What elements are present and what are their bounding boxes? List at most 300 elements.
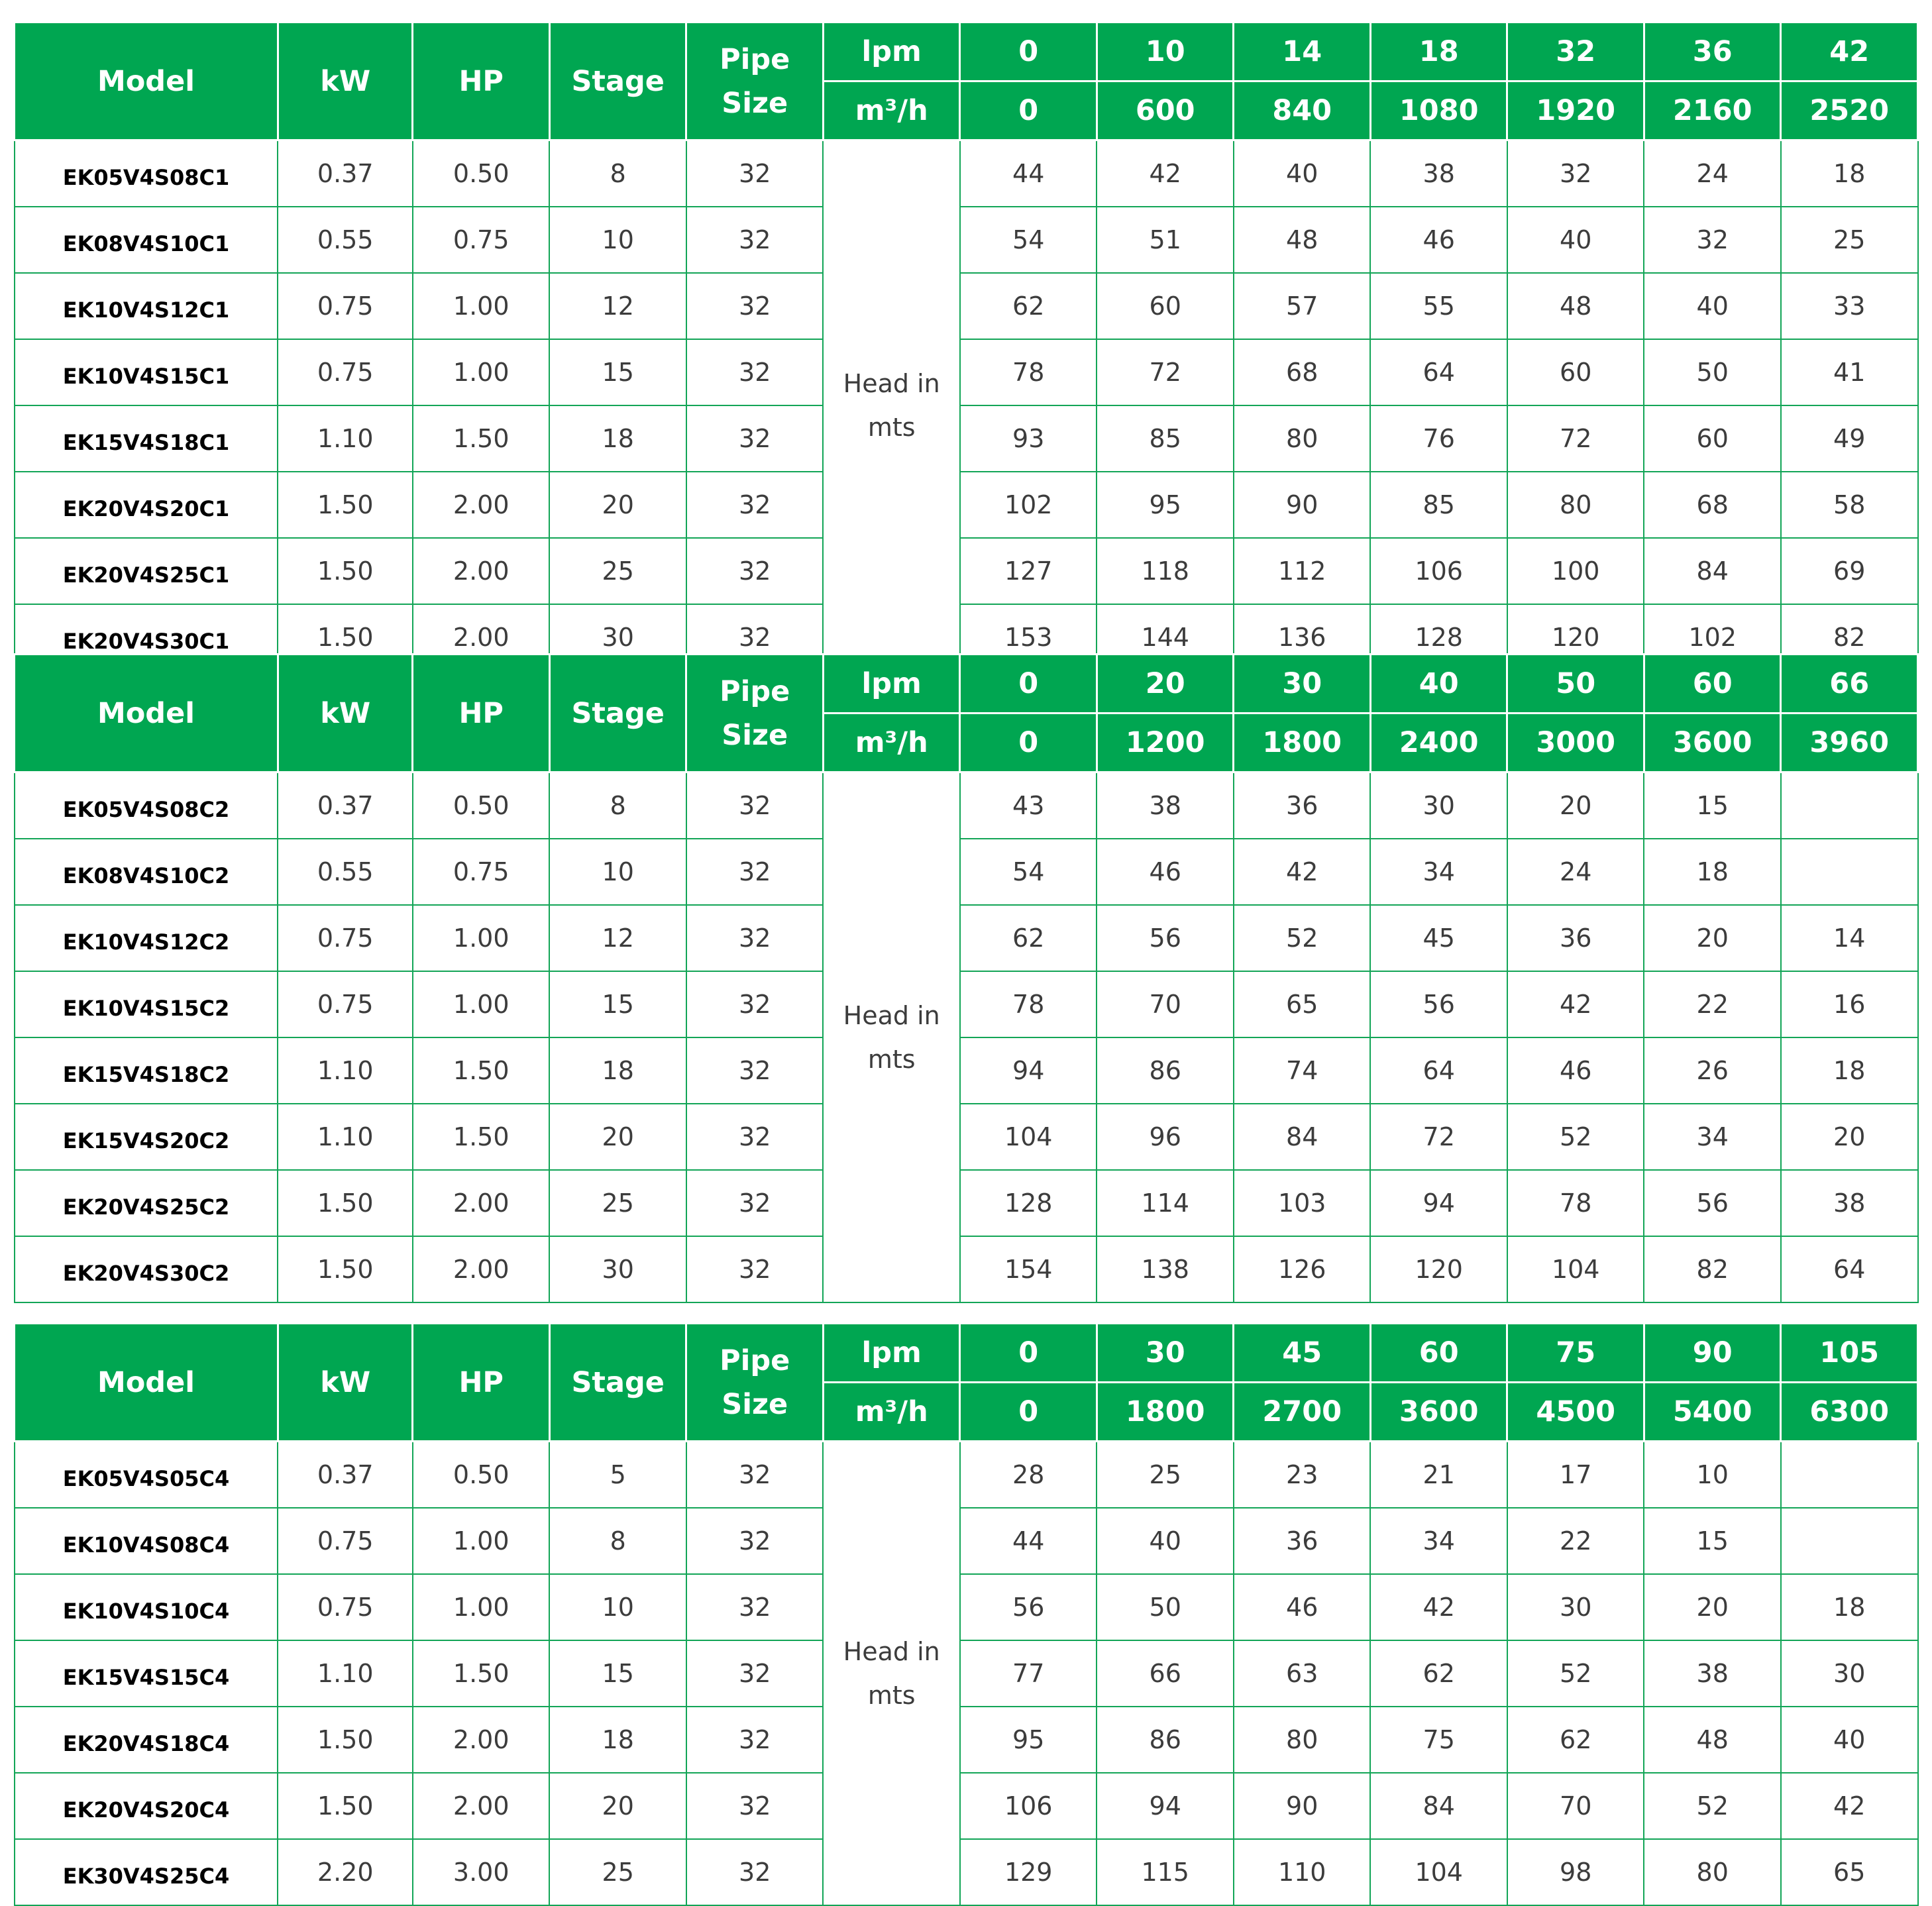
- stage-cell: 10: [549, 839, 686, 905]
- model-cell: EK20V4S20C1: [15, 472, 278, 538]
- pipe-size-cell: 32: [686, 604, 824, 670]
- m3h-value: 600: [1097, 81, 1234, 140]
- head-value-cell: 94: [1370, 1170, 1507, 1236]
- head-value-cell: [1781, 839, 1918, 905]
- head-value-cell: 70: [1507, 1773, 1644, 1839]
- head-label-line1: Head in: [843, 1001, 940, 1030]
- head-value-cell: 104: [960, 1104, 1097, 1170]
- head-value-cell: 80: [1507, 472, 1644, 538]
- head-value-cell: 72: [1097, 339, 1234, 405]
- head-value-cell: 64: [1781, 1236, 1918, 1302]
- head-value-cell: 25: [1781, 207, 1918, 273]
- head-value-cell: 110: [1234, 1839, 1371, 1905]
- model-cell: EK05V4S05C4: [15, 1442, 278, 1509]
- head-value-cell: 54: [960, 207, 1097, 273]
- head-value-cell: 36: [1234, 1508, 1371, 1574]
- head-value-cell: 82: [1781, 604, 1918, 670]
- head-value-cell: 60: [1097, 273, 1234, 339]
- head-value-cell: 94: [1097, 1773, 1234, 1839]
- pipe-size-line2: Size: [722, 86, 788, 120]
- head-value-cell: 86: [1097, 1707, 1234, 1773]
- head-value-cell: 21: [1370, 1442, 1507, 1509]
- head-value-cell: 18: [1781, 140, 1918, 207]
- table-row: [15, 1839, 1918, 1905]
- lpm-value: 30: [1097, 1324, 1234, 1383]
- hp-cell: 1.00: [413, 905, 550, 971]
- table-row: [15, 1170, 1918, 1236]
- head-value-cell: 30: [1781, 1640, 1918, 1707]
- head-value-cell: 128: [1370, 604, 1507, 670]
- hp-cell: 1.00: [413, 273, 550, 339]
- pipe-size-line1: Pipe: [720, 42, 790, 76]
- head-value-cell: 77: [960, 1640, 1097, 1707]
- table-row: [15, 339, 1918, 405]
- head-value-cell: 18: [1781, 1574, 1918, 1640]
- m3h-value: 1800: [1097, 1383, 1234, 1442]
- head-label-line1: Head in: [843, 1637, 940, 1666]
- head-value-cell: 42: [1370, 1574, 1507, 1640]
- head-value-cell: 15: [1644, 772, 1781, 839]
- head-value-cell: 129: [960, 1839, 1097, 1905]
- head-value-cell: 15: [1644, 1508, 1781, 1574]
- model-cell: EK20V4S30C2: [15, 1236, 278, 1302]
- head-value-cell: 100: [1507, 538, 1644, 604]
- stage-cell: 20: [549, 472, 686, 538]
- stage-cell: 18: [549, 405, 686, 472]
- model-cell: EK20V4S20C4: [15, 1773, 278, 1839]
- head-value-cell: 98: [1507, 1839, 1644, 1905]
- kw-cell: 0.37: [278, 1442, 412, 1509]
- head-value-cell: 63: [1234, 1640, 1371, 1707]
- pipe-size-cell: 32: [686, 207, 824, 273]
- hp-cell: 1.00: [413, 1508, 550, 1574]
- head-value-cell: 64: [1370, 339, 1507, 405]
- lpm-value: 14: [1234, 23, 1371, 81]
- head-value-cell: 49: [1781, 405, 1918, 472]
- header-row-lpm: [15, 23, 1918, 81]
- table-row: [15, 1773, 1918, 1839]
- table-row: [15, 1236, 1918, 1302]
- table-row: [15, 273, 1918, 339]
- head-value-cell: 103: [1234, 1170, 1371, 1236]
- head-value-cell: 24: [1507, 839, 1644, 905]
- stage-cell: 25: [549, 538, 686, 604]
- head-value-cell: 85: [1370, 472, 1507, 538]
- hp-cell: 2.00: [413, 1773, 550, 1839]
- head-value-cell: 17: [1507, 1442, 1644, 1509]
- head-value-cell: 57: [1234, 273, 1371, 339]
- model-cell: EK10V4S15C2: [15, 971, 278, 1037]
- kw-cell: 0.37: [278, 772, 412, 839]
- head-value-cell: 32: [1644, 207, 1781, 273]
- lpm-value: 18: [1370, 23, 1507, 81]
- m3h-value: 6300: [1781, 1383, 1918, 1442]
- head-value-cell: 76: [1370, 405, 1507, 472]
- head-value-cell: 46: [1507, 1037, 1644, 1104]
- pipe-size-cell: 32: [686, 1037, 824, 1104]
- col-header-model: Model: [15, 655, 278, 772]
- stage-cell: 18: [549, 1037, 686, 1104]
- stage-cell: 25: [549, 1839, 686, 1905]
- m3h-value: 1080: [1370, 81, 1507, 140]
- col-header-stage: Stage: [549, 655, 686, 772]
- head-value-cell: 120: [1370, 1236, 1507, 1302]
- kw-cell: 1.50: [278, 604, 412, 670]
- model-cell: EK20V4S30C1: [15, 604, 278, 670]
- m3h-value: 4500: [1507, 1383, 1644, 1442]
- head-in-mts-label: [823, 772, 960, 1303]
- head-value-cell: 70: [1097, 971, 1234, 1037]
- hp-cell: 1.50: [413, 1037, 550, 1104]
- stage-cell: 20: [549, 1773, 686, 1839]
- stage-cell: 12: [549, 905, 686, 971]
- head-value-cell: 34: [1644, 1104, 1781, 1170]
- pump-table-c1: [13, 21, 1919, 671]
- pipe-size-cell: 32: [686, 839, 824, 905]
- head-value-cell: 18: [1644, 839, 1781, 905]
- head-value-cell: 20: [1644, 905, 1781, 971]
- m3h-value: 3000: [1507, 714, 1644, 772]
- head-value-cell: 104: [1370, 1839, 1507, 1905]
- hp-cell: 1.00: [413, 1574, 550, 1640]
- head-value-cell: 43: [960, 772, 1097, 839]
- head-value-cell: 65: [1234, 971, 1371, 1037]
- head-value-cell: 65: [1781, 1839, 1918, 1905]
- stage-cell: 8: [549, 772, 686, 839]
- hp-cell: 2.00: [413, 604, 550, 670]
- stage-cell: 18: [549, 1707, 686, 1773]
- pipe-size-cell: 32: [686, 1104, 824, 1170]
- model-cell: EK15V4S18C2: [15, 1037, 278, 1104]
- head-value-cell: 38: [1370, 140, 1507, 207]
- head-value-cell: 34: [1370, 1508, 1507, 1574]
- hp-cell: 1.50: [413, 1640, 550, 1707]
- head-value-cell: 48: [1234, 207, 1371, 273]
- stage-cell: 15: [549, 971, 686, 1037]
- head-value-cell: 40: [1507, 207, 1644, 273]
- pipe-size-line2: Size: [722, 718, 788, 752]
- lpm-value: 50: [1507, 655, 1644, 714]
- head-value-cell: 46: [1097, 839, 1234, 905]
- lpm-value: 60: [1644, 655, 1781, 714]
- head-value-cell: 127: [960, 538, 1097, 604]
- stage-cell: 12: [549, 273, 686, 339]
- head-value-cell: 115: [1097, 1839, 1234, 1905]
- head-value-cell: 80: [1234, 1707, 1371, 1773]
- kw-cell: 0.75: [278, 971, 412, 1037]
- table-row: [15, 207, 1918, 273]
- lpm-value: 45: [1234, 1324, 1371, 1383]
- col-header-model: Model: [15, 23, 278, 140]
- model-cell: EK10V4S12C2: [15, 905, 278, 971]
- head-value-cell: [1781, 772, 1918, 839]
- lpm-value: 36: [1644, 23, 1781, 81]
- head-value-cell: [1781, 1508, 1918, 1574]
- head-label-line2: mts: [867, 1681, 916, 1710]
- hp-cell: 0.75: [413, 207, 550, 273]
- head-value-cell: 28: [960, 1442, 1097, 1509]
- head-value-cell: [1781, 1442, 1918, 1509]
- head-value-cell: 78: [1507, 1170, 1644, 1236]
- m3h-value: 1200: [1097, 714, 1234, 772]
- pipe-size-cell: 32: [686, 1839, 824, 1905]
- table-row: [15, 1104, 1918, 1170]
- col-header-hp: HP: [413, 23, 550, 140]
- lpm-value: 66: [1781, 655, 1918, 714]
- head-value-cell: 44: [960, 1508, 1097, 1574]
- head-value-cell: 90: [1234, 472, 1371, 538]
- model-cell: EK15V4S18C1: [15, 405, 278, 472]
- kw-cell: 1.50: [278, 1773, 412, 1839]
- head-value-cell: 25: [1097, 1442, 1234, 1509]
- lpm-value: 10: [1097, 23, 1234, 81]
- kw-cell: 1.10: [278, 1640, 412, 1707]
- head-in-mts-label: [823, 1442, 960, 1906]
- lpm-value: 75: [1507, 1324, 1644, 1383]
- head-value-cell: 41: [1781, 339, 1918, 405]
- m3h-value: 3960: [1781, 714, 1918, 772]
- model-cell: EK08V4S10C1: [15, 207, 278, 273]
- stage-cell: 25: [549, 1170, 686, 1236]
- table-row: [15, 1574, 1918, 1640]
- lpm-value: 0: [960, 23, 1097, 81]
- m3h-value: 0: [960, 81, 1097, 140]
- head-value-cell: 56: [960, 1574, 1097, 1640]
- head-value-cell: 52: [1507, 1640, 1644, 1707]
- pipe-size-cell: 32: [686, 1508, 824, 1574]
- col-header-kw: kW: [278, 23, 412, 140]
- head-value-cell: 114: [1097, 1170, 1234, 1236]
- hp-cell: 1.50: [413, 405, 550, 472]
- model-cell: EK10V4S12C1: [15, 273, 278, 339]
- pipe-size-cell: 32: [686, 405, 824, 472]
- table-row: [15, 538, 1918, 604]
- stage-cell: 30: [549, 604, 686, 670]
- lpm-value: 30: [1234, 655, 1371, 714]
- head-value-cell: 20: [1507, 772, 1644, 839]
- col-header-kw: kW: [278, 655, 412, 772]
- lpm-value: 105: [1781, 1324, 1918, 1383]
- head-value-cell: 69: [1781, 538, 1918, 604]
- head-value-cell: 22: [1644, 971, 1781, 1037]
- table-row: [15, 140, 1918, 207]
- head-value-cell: 46: [1370, 207, 1507, 273]
- hp-cell: 0.50: [413, 1442, 550, 1509]
- pipe-size-cell: 32: [686, 772, 824, 839]
- kw-cell: 0.75: [278, 273, 412, 339]
- head-value-cell: 62: [1507, 1707, 1644, 1773]
- stage-cell: 5: [549, 1442, 686, 1509]
- m3h-value: 2700: [1234, 1383, 1371, 1442]
- model-cell: EK10V4S10C4: [15, 1574, 278, 1640]
- head-value-cell: 46: [1234, 1574, 1371, 1640]
- hp-cell: 2.00: [413, 1170, 550, 1236]
- m3h-value: 2520: [1781, 81, 1918, 140]
- model-cell: EK10V4S15C1: [15, 339, 278, 405]
- stage-cell: 15: [549, 339, 686, 405]
- kw-cell: 1.50: [278, 1707, 412, 1773]
- col-header-kw: kW: [278, 1324, 412, 1442]
- head-value-cell: 56: [1097, 905, 1234, 971]
- lpm-value: 40: [1370, 655, 1507, 714]
- pipe-size-cell: 32: [686, 1170, 824, 1236]
- head-value-cell: 30: [1370, 772, 1507, 839]
- head-value-cell: 75: [1370, 1707, 1507, 1773]
- head-label-line2: mts: [867, 1045, 916, 1074]
- lpm-value: 60: [1370, 1324, 1507, 1383]
- model-cell: EK08V4S10C2: [15, 839, 278, 905]
- head-value-cell: 153: [960, 604, 1097, 670]
- hp-cell: 0.50: [413, 140, 550, 207]
- head-value-cell: 22: [1507, 1508, 1644, 1574]
- col-header-stage: Stage: [549, 1324, 686, 1442]
- lpm-value: 42: [1781, 23, 1918, 81]
- head-value-cell: 44: [960, 140, 1097, 207]
- hp-cell: 2.00: [413, 1236, 550, 1302]
- kw-cell: 0.55: [278, 207, 412, 273]
- hp-cell: 1.00: [413, 971, 550, 1037]
- m3h-value: 0: [960, 714, 1097, 772]
- pipe-size-line1: Pipe: [720, 1344, 790, 1377]
- head-value-cell: 84: [1234, 1104, 1371, 1170]
- head-value-cell: 78: [960, 339, 1097, 405]
- m3h-value: 1920: [1507, 81, 1644, 140]
- kw-cell: 1.50: [278, 1236, 412, 1302]
- pipe-size-cell: 32: [686, 140, 824, 207]
- m3h-value: 5400: [1644, 1383, 1781, 1442]
- head-value-cell: 84: [1644, 538, 1781, 604]
- lpm-value: 0: [960, 1324, 1097, 1383]
- head-value-cell: 40: [1781, 1707, 1918, 1773]
- table-row: [15, 839, 1918, 905]
- head-value-cell: 72: [1370, 1104, 1507, 1170]
- head-value-cell: 138: [1097, 1236, 1234, 1302]
- m3h-value: 3600: [1370, 1383, 1507, 1442]
- col-header-pipe-size: [686, 655, 824, 772]
- head-value-cell: 95: [960, 1707, 1097, 1773]
- pump-table-c2: [13, 653, 1919, 1303]
- head-value-cell: 38: [1781, 1170, 1918, 1236]
- pipe-size-cell: 32: [686, 1236, 824, 1302]
- table-row: [15, 1640, 1918, 1707]
- table-row: [15, 1508, 1918, 1574]
- model-cell: EK15V4S20C2: [15, 1104, 278, 1170]
- head-value-cell: 136: [1234, 604, 1371, 670]
- table-row: [15, 472, 1918, 538]
- head-value-cell: 128: [960, 1170, 1097, 1236]
- pipe-size-cell: 32: [686, 905, 824, 971]
- head-value-cell: 38: [1644, 1640, 1781, 1707]
- pipe-size-cell: 32: [686, 1707, 824, 1773]
- stage-cell: 20: [549, 1104, 686, 1170]
- head-value-cell: 84: [1370, 1773, 1507, 1839]
- kw-cell: 1.50: [278, 1170, 412, 1236]
- head-value-cell: 40: [1097, 1508, 1234, 1574]
- pipe-size-cell: 32: [686, 472, 824, 538]
- kw-cell: 0.55: [278, 839, 412, 905]
- header-row-lpm: [15, 655, 1918, 714]
- table-row: [15, 772, 1918, 839]
- pipe-size-line2: Size: [722, 1387, 788, 1421]
- head-value-cell: 118: [1097, 538, 1234, 604]
- pipe-size-cell: 32: [686, 1442, 824, 1509]
- head-value-cell: 72: [1507, 405, 1644, 472]
- kw-cell: 1.10: [278, 1037, 412, 1104]
- head-value-cell: 51: [1097, 207, 1234, 273]
- head-value-cell: 36: [1234, 772, 1371, 839]
- head-value-cell: 10: [1644, 1442, 1781, 1509]
- hp-cell: 3.00: [413, 1839, 550, 1905]
- kw-cell: 0.75: [278, 905, 412, 971]
- head-value-cell: 56: [1370, 971, 1507, 1037]
- col-header-stage: Stage: [549, 23, 686, 140]
- col-header-m3h: m³/h: [823, 714, 960, 772]
- head-value-cell: 106: [960, 1773, 1097, 1839]
- lpm-value: 32: [1507, 23, 1644, 81]
- head-value-cell: 102: [960, 472, 1097, 538]
- model-cell: EK20V4S25C2: [15, 1170, 278, 1236]
- head-value-cell: 36: [1507, 905, 1644, 971]
- head-value-cell: 96: [1097, 1104, 1234, 1170]
- head-value-cell: 60: [1507, 339, 1644, 405]
- head-value-cell: 104: [1507, 1236, 1644, 1302]
- head-value-cell: 85: [1097, 405, 1234, 472]
- col-header-lpm: lpm: [823, 655, 960, 714]
- m3h-value: 0: [960, 1383, 1097, 1442]
- head-value-cell: 78: [960, 971, 1097, 1037]
- head-value-cell: 62: [960, 905, 1097, 971]
- hp-cell: 1.50: [413, 1104, 550, 1170]
- pipe-size-line1: Pipe: [720, 674, 790, 708]
- head-value-cell: 50: [1644, 339, 1781, 405]
- hp-cell: 2.00: [413, 472, 550, 538]
- head-value-cell: 55: [1370, 273, 1507, 339]
- head-value-cell: 42: [1781, 1773, 1918, 1839]
- kw-cell: 1.10: [278, 1104, 412, 1170]
- stage-cell: 10: [549, 207, 686, 273]
- pipe-size-cell: 32: [686, 339, 824, 405]
- kw-cell: 0.37: [278, 140, 412, 207]
- head-value-cell: 38: [1097, 772, 1234, 839]
- head-value-cell: 20: [1644, 1574, 1781, 1640]
- table-row: [15, 1037, 1918, 1104]
- model-cell: EK05V4S08C2: [15, 772, 278, 839]
- hp-cell: 2.00: [413, 538, 550, 604]
- pipe-size-cell: 32: [686, 1574, 824, 1640]
- head-value-cell: 62: [1370, 1640, 1507, 1707]
- kw-cell: 0.75: [278, 1574, 412, 1640]
- kw-cell: 1.50: [278, 472, 412, 538]
- head-value-cell: 80: [1234, 405, 1371, 472]
- col-header-pipe-size: [686, 23, 824, 140]
- pipe-size-cell: 32: [686, 1773, 824, 1839]
- kw-cell: 2.20: [278, 1839, 412, 1905]
- head-value-cell: 14: [1781, 905, 1918, 971]
- m3h-value: 840: [1234, 81, 1371, 140]
- col-header-model: Model: [15, 1324, 278, 1442]
- col-header-lpm: lpm: [823, 23, 960, 81]
- head-value-cell: 68: [1234, 339, 1371, 405]
- head-value-cell: 82: [1644, 1236, 1781, 1302]
- model-cell: EK20V4S25C1: [15, 538, 278, 604]
- m3h-value: 2160: [1644, 81, 1781, 140]
- pipe-size-cell: 32: [686, 273, 824, 339]
- head-value-cell: 54: [960, 839, 1097, 905]
- head-value-cell: 106: [1370, 538, 1507, 604]
- head-value-cell: 48: [1507, 273, 1644, 339]
- header-row-lpm: [15, 1324, 1918, 1383]
- table-row: [15, 971, 1918, 1037]
